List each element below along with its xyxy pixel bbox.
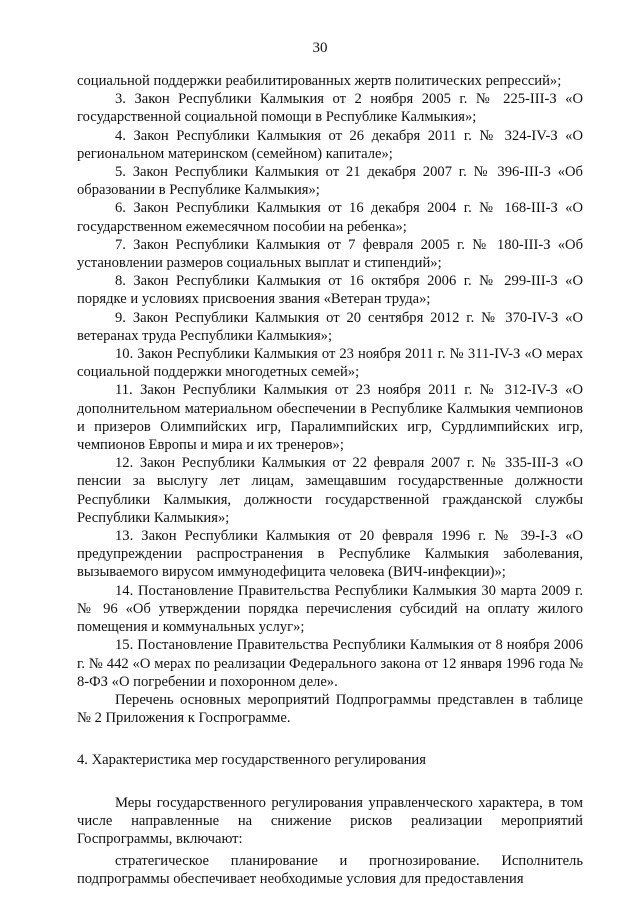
list-item: 14. Постановление Правительства Республики Калмыкия 30 марта 2009 г. № 96 «Об утверждении порядка перечисления субсидий на оплату жилого помещения и коммунальных услуг»; [77,582,583,636]
document-body [77,72,583,889]
list-item: 3. Закон Республики Калмыкия от 2 ноября 2005 г. № 225-III-З «О государственной социальной помощи в Республике Калмыкия»; [77,91,583,126]
list-item: 5. Закон Республики Калмыкия от 21 декабря 2007 г. № 396-III-З «Об образовании в Республике Калмыкия»; [77,164,583,199]
list-item: 12. Закон Республики Калмыкия от 22 февраля 2007 г. № 335-III-З «О пенсии за выслугу лет лицам, замещавшим государственные должности Республики Калмыкия, должности государственной гражданской службы Республики Калмыкия»; [77,455,583,526]
paragraph: стратегическое планирование и прогнозирование. Исполнитель подпрограммы обеспечивает необходимые условия для предоставления [77,853,583,888]
list-item: 11. Закон Республики Калмыкия от 23 ноября 2011 г. № 312-IV-З «О дополнительном материальном обеспечении в Республике Калмыкия чемпионов и призеров Олимпийских игр, Паралимпийских игр, Сурдлимпийских игр, чемпионов Европы и мира и их тренеров»; [77,382,583,454]
page-number: 30 [312,40,328,56]
list-item: 15. Постановление Правительства Республики Калмыкия от 8 ноября 2006 г. № 442 «О мерах по реализации Федерального закона от 12 января 1996 года № 8-ФЗ «О погребении и похоронном деле». [77,637,583,690]
list-item: 13. Закон Республики Калмыкия от 20 февраля 1996 г. № 39-I-З «О предупреждении распространения в Республике Калмыкия заболевания, вызываемого вирусом иммунодефицита человека (ВИЧ-инфекции)»; [77,528,583,581]
list-item: 7. Закон Республики Калмыкия от 7 февраля 2005 г. № 180-III-З «Об установлении размеров социальных выплат и стипендий»; [77,236,583,272]
section-heading: 4. Характеристика мер государственного регулирования [77,752,426,769]
list-item: 6. Закон Республики Калмыкия от 16 декабря 2004 г. № 168-III-З «О государственном ежемесячном пособии на ребенка»; [77,200,583,235]
paragraph: Меры государственного регулирования управленческого характера, в том числе направленные на снижение рисков реализации мероприятий Госпрограммы, включают: [77,794,583,847]
list-item: 10. Закон Республики Калмыкия от 23 ноября 2011 г. № 311-IV-З «О мерах социальной поддержки многодетных семей»; [77,346,583,381]
list-item: 9. Закон Республики Калмыкия от 20 сентября 2012 г. № 370-IV-З «О ветеранах труда Республики Калмыкия»; [77,309,583,344]
paragraph-continuation: социальной поддержки реабилитированных жертв политических репрессий»; [77,73,562,89]
list-item: 4. Закон Республики Калмыкия от 26 декабря 2011 г. № 324-IV-З «О региональном материнском (семейном) капитале»; [77,127,583,162]
list-item: 8. Закон Республики Калмыкия от 16 октября 2006 г. № 299-III-З «О порядке и условиях присвоения звания «Ветеран труда»; [77,273,583,308]
list-item: Перечень основных мероприятий Подпрограммы представлен в таблице № 2 Приложения к Госпрограмме. [77,691,583,727]
